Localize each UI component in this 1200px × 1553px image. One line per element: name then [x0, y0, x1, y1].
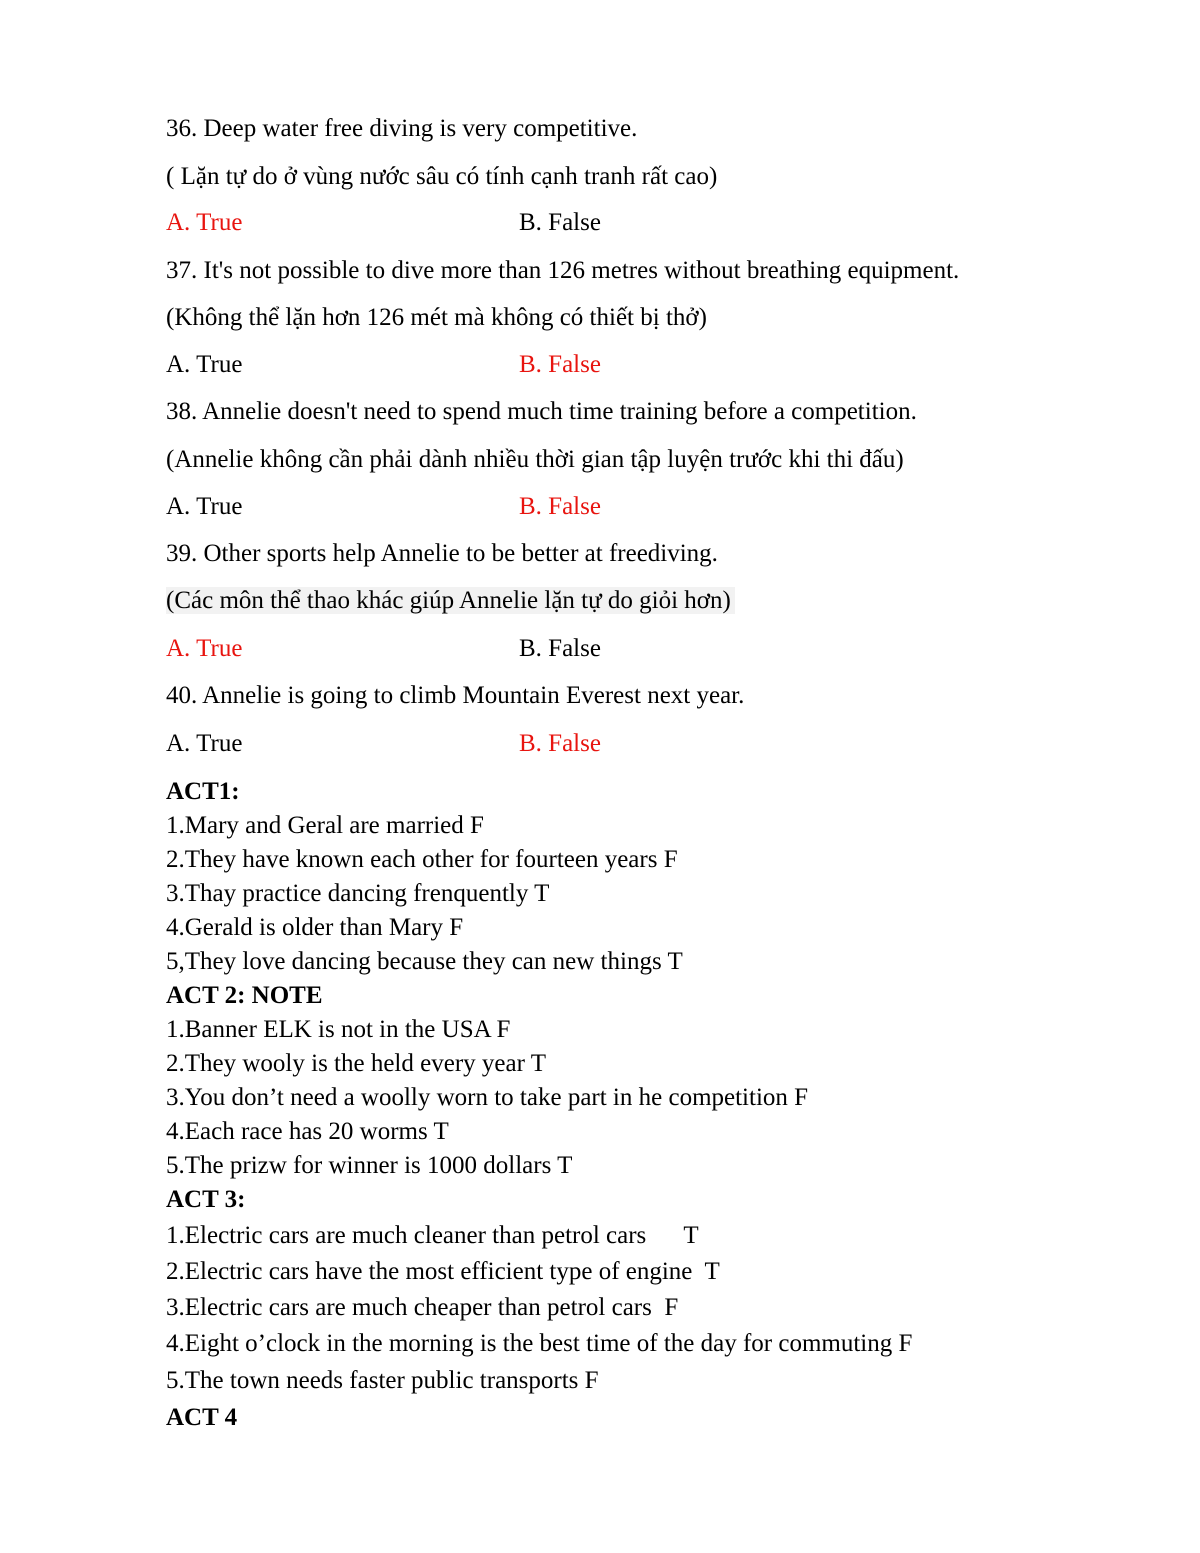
question-37-translation: (Không thể lặn hơn 126 mét mà không có thiết bị thở) — [166, 304, 707, 331]
question-40-text: 40. Annelie is going to climb Mountain Everest next year. — [166, 682, 745, 709]
question-40-option-a: A. True — [166, 730, 243, 757]
question-37-option-b: B. False — [519, 351, 601, 378]
question-37-option-a: A. True — [166, 351, 243, 378]
question-38-text: 38. Annelie doesn't need to spend much time training before a competition. — [166, 398, 917, 425]
act2-item: 4.Each race has 20 worms T — [166, 1118, 449, 1145]
question-38-option-b: B. False — [519, 493, 601, 520]
question-39-option-b: B. False — [519, 635, 601, 662]
question-36-text: 36. Deep water free diving is very competitive. — [166, 115, 638, 142]
act2-item: 2.They wooly is the held every year T — [166, 1050, 546, 1077]
question-40-option-b: B. False — [519, 730, 601, 757]
act2-heading: ACT 2: NOTE — [166, 982, 323, 1009]
act3-heading: ACT 3: — [166, 1186, 246, 1213]
act3-item: 3.Electric cars are much cheaper than petrol cars F — [166, 1294, 679, 1321]
question-39-translation — [166, 586, 735, 616]
question-39-text: 39. Other sports help Annelie to be better at freediving. — [166, 540, 718, 567]
act1-heading: ACT1: — [166, 778, 240, 805]
act1-item: 1.Mary and Geral are married F — [166, 812, 484, 839]
question-38-translation: (Annelie không cần phải dành nhiều thời gian tập luyện trước khi thi đấu) — [166, 446, 904, 473]
act3-item: 1.Electric cars are much cleaner than petrol cars T — [166, 1222, 699, 1249]
act2-item: 1.Banner ELK is not in the USA F — [166, 1016, 511, 1043]
question-38-option-a: A. True — [166, 493, 243, 520]
question-39-translation-highlight: (Các môn thể thao khác giúp Annelie lặn tự do giỏi hơn) — [166, 587, 735, 614]
question-39-option-a: A. True — [166, 635, 243, 662]
act1-item: 5,They love dancing because they can new things T — [166, 948, 683, 975]
act2-item: 3.You don’t need a woolly worn to take part in he competition F — [166, 1084, 809, 1111]
act1-item: 3.Thay practice dancing frenquently T — [166, 880, 550, 907]
act3-item: 2.Electric cars have the most efficient type of engine T — [166, 1258, 720, 1285]
question-36-translation: ( Lặn tự do ở vùng nước sâu có tính cạnh tranh rất cao) — [166, 163, 718, 190]
act3-item: 4.Eight o’clock in the morning is the best time of the day for commuting F — [166, 1330, 913, 1357]
act4-heading: ACT 4 — [166, 1404, 238, 1431]
act1-item: 2.They have known each other for fourteen years F — [166, 846, 678, 873]
act2-item: 5.The prizw for winner is 1000 dollars T — [166, 1152, 573, 1179]
act3-item: 5.The town needs faster public transports F — [166, 1367, 599, 1394]
question-36-option-a: A. True — [166, 209, 243, 236]
question-37-text: 37. It's not possible to dive more than 126 metres without breathing equipment. — [166, 257, 960, 284]
act1-item: 4.Gerald is older than Mary F — [166, 914, 464, 941]
question-36-option-b: B. False — [519, 209, 601, 236]
